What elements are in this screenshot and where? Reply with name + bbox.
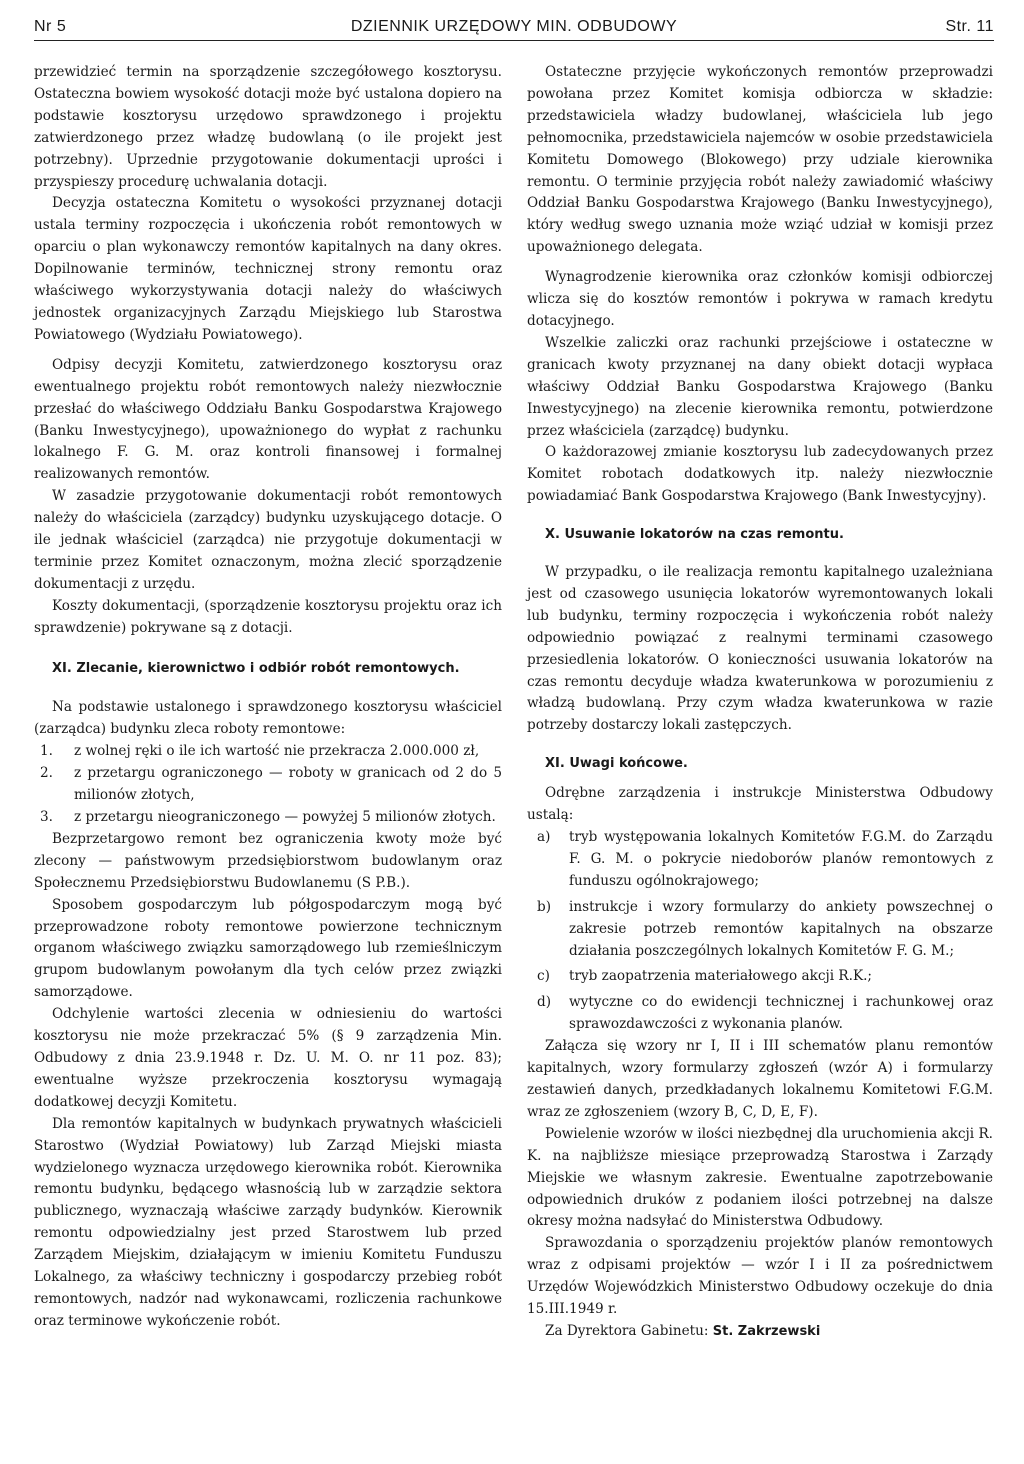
paragraph: Odpisy decyzji Komitetu, zatwierdzonego kosztorysu oraz ewentualnego projektu robót remontowych należy niezwłocznie przesłać do właściwego Oddziału Banku Gospodarstwa Krajowego (Banku Inwestycyjnego), upoważnionego do wypłat z rachunku lokalnego F. G. M. oraz kontroli finansowej i formalnej realizowanych remontów. [34, 356, 502, 483]
list-text: z przetargu ograniczonego — roboty w granicach od 2 do 5 milionów złotych, [74, 765, 502, 804]
list-item [34, 741, 502, 763]
paragraph: Ostateczne przyjęcie wykończonych remontów przeprowadzi powołana przez Komitet komisja odbiorcza w składzie: przedstawiciela władzy budowlanej, właściciela lub jego pełnomocnika, przedstawiciela najemców w osobie przedstawiciela Komitetu Domowego (Blokowego) przy udziale kierownika remontu. O terminie przyjęcia robót należy zawiadomić właściwy Oddział Banku Gospodarstwa Krajowego (Banku Inwestycyjnego), który według swego uznania może wziąć udział w komisji przez upoważnionego delegata. [527, 64, 993, 256]
paragraph: Bezprzetargowo remont bez ograniczenia kwoty może być zlecony — państwowym przedsiębiorstwom budowlanym oraz Społecznemu Przedsiębiorstwu Budowlanemu (S P.B.). [34, 830, 502, 891]
paragraph: Wynagrodzenie kierownika oraz członków komisji odbiorczej wlicza się do kosztów remontów i pokrywa w ramach kredytu dotacyjnego. [527, 269, 993, 329]
list-item [527, 897, 993, 963]
paragraph: Wszelkie zaliczki oraz rachunki przejściowe i ostateczne w granicach kwoty przyznanej na dany obiekt dotacji wypłaca właściwy Oddział Banku Gospodarstwa Krajowego (Banku Inwestycyjnego) na zlecenie kierownika remontu, potwierdzone przez właściciela (zarządcę) budynku. [527, 334, 993, 439]
list-text: tryb występowania lokalnych Komitetów F.G.M. do Zarządu F. G. M. o pokrycie niedoborów planów remontowych z funduszu ogólnokrajowego; [569, 829, 993, 889]
paragraph: Sposobem gospodarczym lub półgospodarczym mogą być przeprowadzone roboty remontowe powierzone technicznym organom właściwego związku samorządowego lub rzemieślniczym grupom budowlanym powołanym dla tych celów przez związki samorządowe. [34, 896, 502, 1001]
list-item [34, 763, 502, 807]
section-heading-xi: XI. Zlecanie, kierownictwo i odbiór robót remontowych. [52, 660, 460, 676]
left-column [34, 62, 502, 1333]
section-heading-xi-final: XI. Uwagi końcowe. [545, 756, 688, 772]
paragraph: Odchylenie wartości zlecenia w odniesieniu do wartości kosztorysu nie może przekraczać 5% (§ 9 zarządzenia Min. Odbudowy z dnia 23.9.1948 r. Dz. U. M. O. nr 11 poz. 83); ewentualne wyższe przekroczenia kosztorysu wymagają dodatkowej decyzji Komitetu. [34, 1006, 502, 1110]
signature-line [527, 1321, 993, 1343]
list-item [34, 807, 502, 829]
list-marker: 2. [40, 765, 53, 782]
list-marker: d) [537, 994, 552, 1011]
paragraph: przewidzieć termin na sporządzenie szczegółowego kosztorysu. Ostateczna bowiem wysokość dotacji może być ustalona dopiero na podstawie kosztorysu urzędowo sprawdzonego i projektu zatwierdzonego przez władzę budowlaną (o ile projekt jest potrzebny). Uprzednie przygotowanie dokumentacji uprości i przyspieszy procedurę uchwalania dotacji. [34, 64, 502, 190]
paragraph: Odrębne zarządzenia i instrukcje Ministerstwa Odbudowy ustalą: [527, 785, 993, 824]
paragraph: Dla remontów kapitalnych w budynkach prywatnych właścicieli Starostwo (Wydział Powiatowy) lub Zarząd Miejski miasta wydzielonego wyznacza urzędowego kierownika robót. Kierownika remontu budynku, będącego własnością lub w zarządzie sektora publicznego, wyznaczają właściwe zarządy budynków. Kierownik remontu odpowiedzialny jest przed Starostwem lub przed Zarządem Miejskim, działającym w imieniu Komitetu Funduszu Lokalnego, za właściwy techniczny i gospodarczy przebieg robót remontowych, nadzór nad wykonawcami, rozliczenia rachunkowe oraz terminowe wykończenie robót. [34, 1115, 502, 1329]
paragraph: Koszty dokumentacji, (sporządzenie kosztorysu projektu oraz ich sprawdzenie) pokrywane są z dotacji. [34, 597, 502, 636]
paragraph: Sprawozdania o sporządzeniu projektów planów remontowych wraz z odpisami projektów — wzór I i II za pośrednictwem Urzędów Wojewódzkich Ministerstwo Odbudowy oczekuje do dnia 15.III.1949 r. [527, 1235, 993, 1318]
list-item [527, 827, 993, 893]
list-text: z wolnej ręki o ile ich wartość nie przekracza 2.000.000 zł, [74, 743, 480, 760]
paragraph: Decyzja ostateczna Komitetu o wysokości przyznanej dotacji ustala terminy rozpoczęcia i ukończenia robót remontowych w oparciu o plan wykonawczy remontów kapitalnych na dany okres. Dopilnowanie terminów, technicznej strony remontu oraz właściwego wykorzystywania dotacji należy do właściwych jednostek organizacyjnych Zarządu Miejskiego lub Starostwa Powiatowego (Wydziału Powiatowego). [34, 195, 502, 343]
paragraph: Powielenie wzorów w ilości niezbędnej dla uruchomienia akcji R. K. na najbliższe miesiące przeprowadzą Starostwa i Zarządy Miejskie we własnym zakresie. Ewentualne zapotrzebowanie odpowiednich druków z podaniem ilości potrzebnej na dalsze okresy można nadsyłać do Ministerstwa Odbudowy. [527, 1125, 993, 1230]
instructions-list [527, 827, 993, 1036]
list-marker: 1. [40, 743, 53, 760]
list-marker: b) [537, 898, 552, 915]
list-marker: 3. [40, 809, 53, 825]
list-text: tryb zaopatrzenia materiałowego akcji R.K.; [569, 968, 872, 985]
page-number: Str. 11 [945, 18, 994, 35]
contract-list [34, 741, 502, 829]
list-text: wytyczne co do ewidencji technicznej i rachunkowej oraz sprawozdawczości z wykonania planów. [569, 994, 993, 1033]
paragraph: O każdorazowej zmianie kosztorysu lub zadecydowanych przez Komitet robotach dodatkowych itp. należy niezwłocznie powiadamiać Bank Gospodarstwa Krajowego (Bank Inwestycyjny). [527, 444, 993, 505]
list-text: z przetargu nieograniczonego — powyżej 5 milionów złotych. [74, 809, 496, 825]
signature-name: St. Zakrzewski [712, 1323, 821, 1339]
signature-prefix: Za Dyrektora Gabinetu: [545, 1322, 709, 1339]
right-column [527, 62, 993, 1343]
paragraph: W zasadzie przygotowanie dokumentacji robót remontowych należy do właściciela (zarządcy) budynku uzyskującego dotacje. O ile jednak właściciel (zarządca) nie przygotuje dokumentacji w terminie przez Komitet oznaczonym, można zlecić sporządzenie dokumentacji z urzędu. [34, 488, 502, 592]
list-marker: a) [537, 829, 551, 845]
paragraph: Załącza się wzory nr I, II i III schematów planu remontów kapitalnych, wzory formularzy zgłoszeń (wzór A) i formularzy zestawień danych, przedkładanych lokalnemu Komitetowi F.G.M. wraz ze zgłoszeniem (wzory B, C, D, E, F). [527, 1038, 993, 1120]
list-marker: c) [537, 968, 550, 985]
list-item [527, 966, 993, 988]
list-item [527, 992, 993, 1036]
section-heading-x: X. Usuwanie lokatorów na czas remontu. [545, 527, 844, 543]
list-text: instrukcje i wzory formularzy do ankiety powszechnej o zakresie potrzeb remontów kapitalnych na obszarze działania poszczególnych lokalnych Komitetów F. G. M.; [569, 898, 993, 959]
paragraph: Na podstawie ustalonego i sprawdzonego kosztorysu właściciel (zarządca) budynku zleca roboty remontowe: [34, 699, 502, 738]
issue-number: Nr 5 [34, 18, 67, 35]
page-header [34, 16, 994, 41]
journal-title: DZIENNIK URZĘDOWY MIN. ODBUDOWY [350, 18, 678, 35]
paragraph: W przypadku, o ile realizacja remontu kapitalnego uzależniana jest od czasowego usunięcia lokatorów wyremontowanych lokali lub budynku, terminy rozpoczęcia i wykończenia robót należy odpowiednio powiązać z realnymi terminami czasowego przesiedlenia lokatorów. O konieczności usuwania lokatorów na czas remontu decyduje władza kwaterunkowa w porozumieniu z władzą budowlaną. Przy czym władza kwaterunkowa w razie potrzeby dostarczy lokali zastępczych. [527, 564, 993, 734]
